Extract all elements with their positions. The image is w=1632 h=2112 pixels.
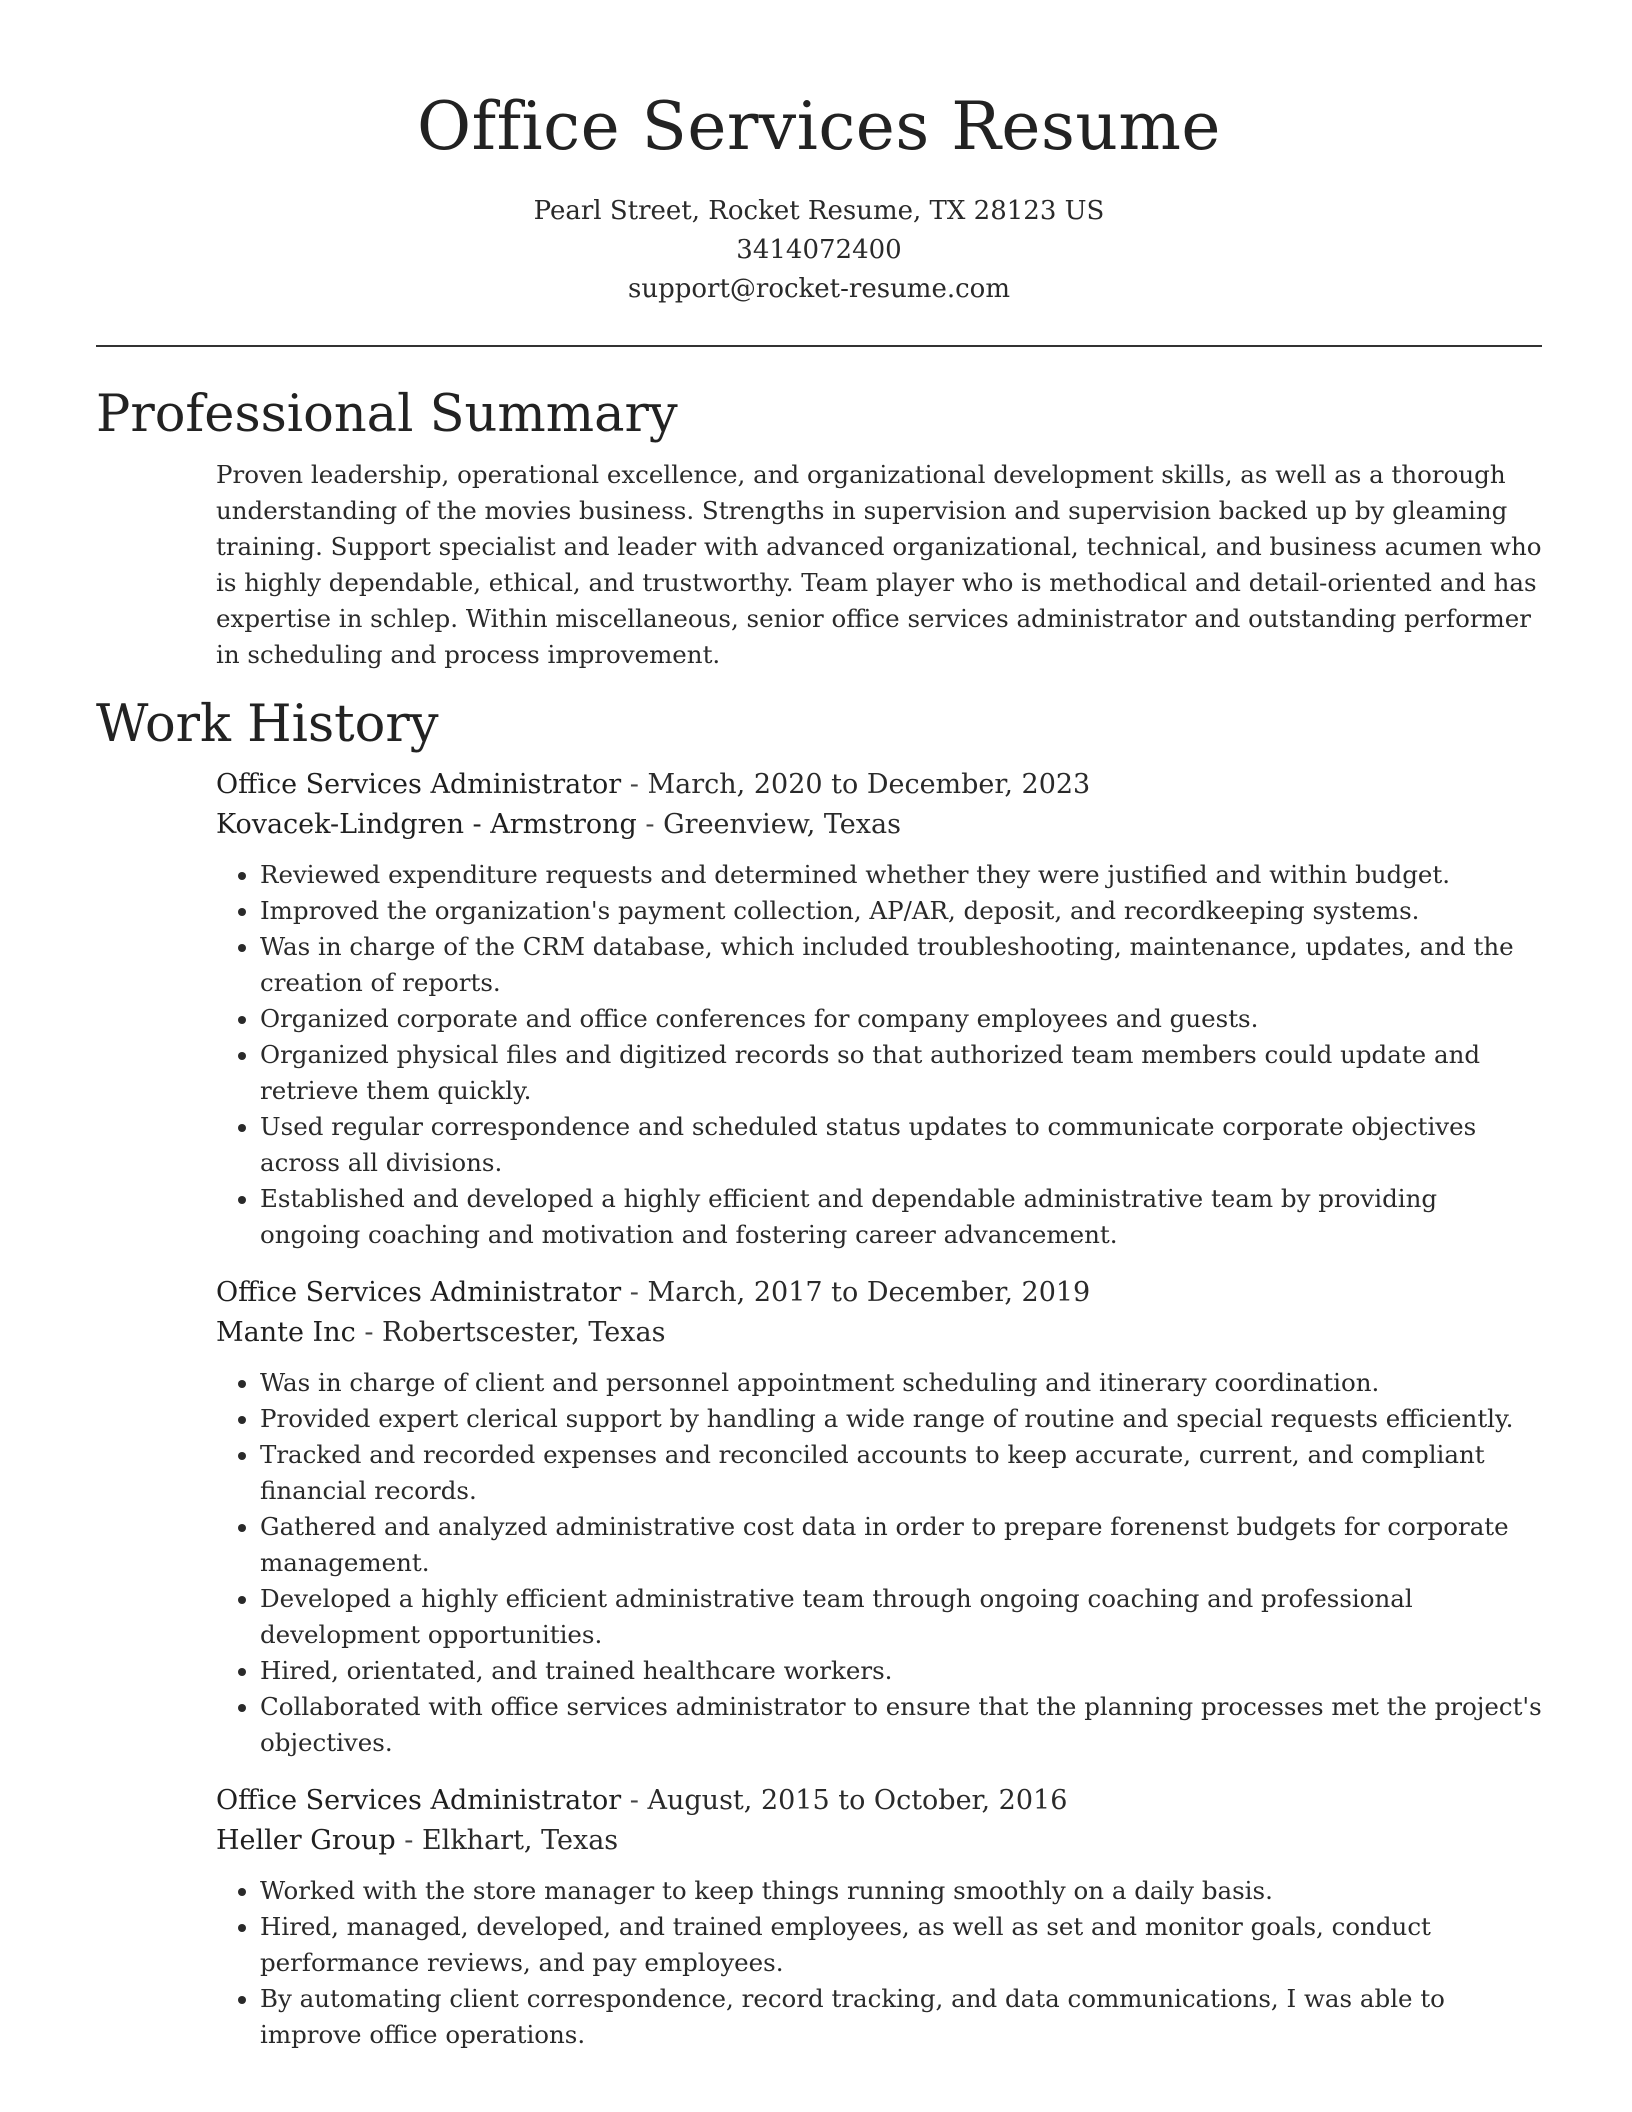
job-duties-list xyxy=(216,1873,1542,2053)
contact-info xyxy=(96,192,1542,309)
separator: - xyxy=(395,1825,422,1856)
list-item: • Hired, orientated, and trained healthcare workers. xyxy=(260,1653,1542,1689)
list-item: • By automating client correspondence, record tracking, and data communications, I was able to improve office operations. xyxy=(260,1981,1542,2053)
job-role: Office Services Administrator xyxy=(216,1785,622,1816)
contact-address: Pearl Street, Rocket Resume, TX 28123 US xyxy=(533,196,1105,226)
job-role: Office Services Administrator xyxy=(216,769,622,800)
job-title-line xyxy=(216,765,1542,805)
job-dates: August, 2015 to October, 2016 xyxy=(647,1785,1068,1816)
summary-heading: Professional Summary xyxy=(96,385,678,444)
list-item: • Provided expert clerical support by handling a wide range of routine and special requests efficiently. xyxy=(260,1401,1542,1437)
summary-text: Proven leadership, operational excellence, and organizational development skills, as well as a thorough understanding of the movies business. Strengths in supervision and supervision backed up by gleaming training. Support specialist and leader with advanced organizational, technical, and business acumen who is highly dependable, ethical, and trustworthy. Team player who is methodical and detail-oriented and has expertise in schlep. Within miscellaneous, senior office services administrator and outstanding performer in scheduling and process improvement. xyxy=(216,460,1542,669)
job-company-line xyxy=(216,1821,1542,1861)
separator: - xyxy=(355,1317,383,1348)
job-location: Greenview, Texas xyxy=(663,809,901,840)
job-company-line xyxy=(216,805,1542,845)
job-title-line xyxy=(216,1781,1542,1821)
header-divider xyxy=(96,345,1542,347)
job-entry xyxy=(216,765,1542,1253)
list-item: • Used regular correspondence and scheduled status updates to communicate corporate objectives across all divisions. xyxy=(260,1109,1542,1181)
job-location: Elkhart, Texas xyxy=(421,1825,619,1856)
job-role: Office Services Administrator xyxy=(216,1277,622,1308)
list-item: • Worked with the store manager to keep things running smoothly on a daily basis. xyxy=(260,1873,1542,1909)
list-item: • Gathered and analyzed administrative cost data in order to prepare forenenst budgets for corporate management. xyxy=(260,1509,1542,1581)
list-item: • Was in charge of client and personnel appointment scheduling and itinerary coordination. xyxy=(260,1365,1542,1401)
job-duties-list xyxy=(216,857,1542,1253)
separator: - xyxy=(621,1277,648,1308)
list-item: • Organized physical files and digitized records so that authorized team members could update and retrieve them quickly. xyxy=(260,1037,1542,1109)
job-duties-list xyxy=(216,1365,1542,1761)
resume-page xyxy=(96,0,1542,2053)
list-item: • Tracked and recorded expenses and reconciled accounts to keep accurate, current, and compliant financial records. xyxy=(260,1437,1542,1509)
job-title-line xyxy=(216,1273,1542,1313)
job-dates: March, 2017 to December, 2019 xyxy=(647,1277,1091,1308)
resume-header xyxy=(96,0,1542,309)
contact-email: support@rocket-resume.com xyxy=(627,274,1010,304)
list-item: • Hired, managed, developed, and trained employees, as well as set and monitor goals, conduct performance reviews, and pay employees. xyxy=(260,1909,1542,1981)
work-history-heading: Work History xyxy=(96,695,439,754)
job-entry xyxy=(216,1781,1542,2053)
list-item: • Was in charge of the CRM database, which included troubleshooting, maintenance, updates, and the creation of reports. xyxy=(260,929,1542,1001)
resume-title: Office Services Resume xyxy=(417,88,1221,165)
list-item: • Reviewed expenditure requests and determined whether they were justified and within budget. xyxy=(260,857,1542,893)
contact-phone: 3414072400 xyxy=(736,235,902,265)
job-company: Mante Inc xyxy=(216,1317,356,1348)
separator: - xyxy=(621,769,648,800)
job-company: Heller Group xyxy=(216,1825,396,1856)
separator: - xyxy=(636,809,664,840)
list-item: • Organized corporate and office conferences for company employees and guests. xyxy=(260,1001,1542,1037)
job-company: Kovacek-Lindgren - Armstrong xyxy=(216,809,637,840)
job-location: Robertscester, Texas xyxy=(382,1317,666,1348)
separator: - xyxy=(621,1785,648,1816)
job-company-line xyxy=(216,1313,1542,1353)
list-item: • Developed a highly efficient administrative team through ongoing coaching and professional development opportunities. xyxy=(260,1581,1542,1653)
list-item: • Collaborated with office services administrator to ensure that the planning processes met the project's objectives. xyxy=(260,1689,1542,1761)
job-entry xyxy=(216,1273,1542,1761)
list-item: • Established and developed a highly efficient and dependable administrative team by providing ongoing coaching and motivation and fostering career advancement. xyxy=(260,1181,1542,1253)
list-item: • Improved the organization's payment collection, AP/AR, deposit, and recordkeeping systems. xyxy=(260,893,1542,929)
job-dates: March, 2020 to December, 2023 xyxy=(647,769,1091,800)
